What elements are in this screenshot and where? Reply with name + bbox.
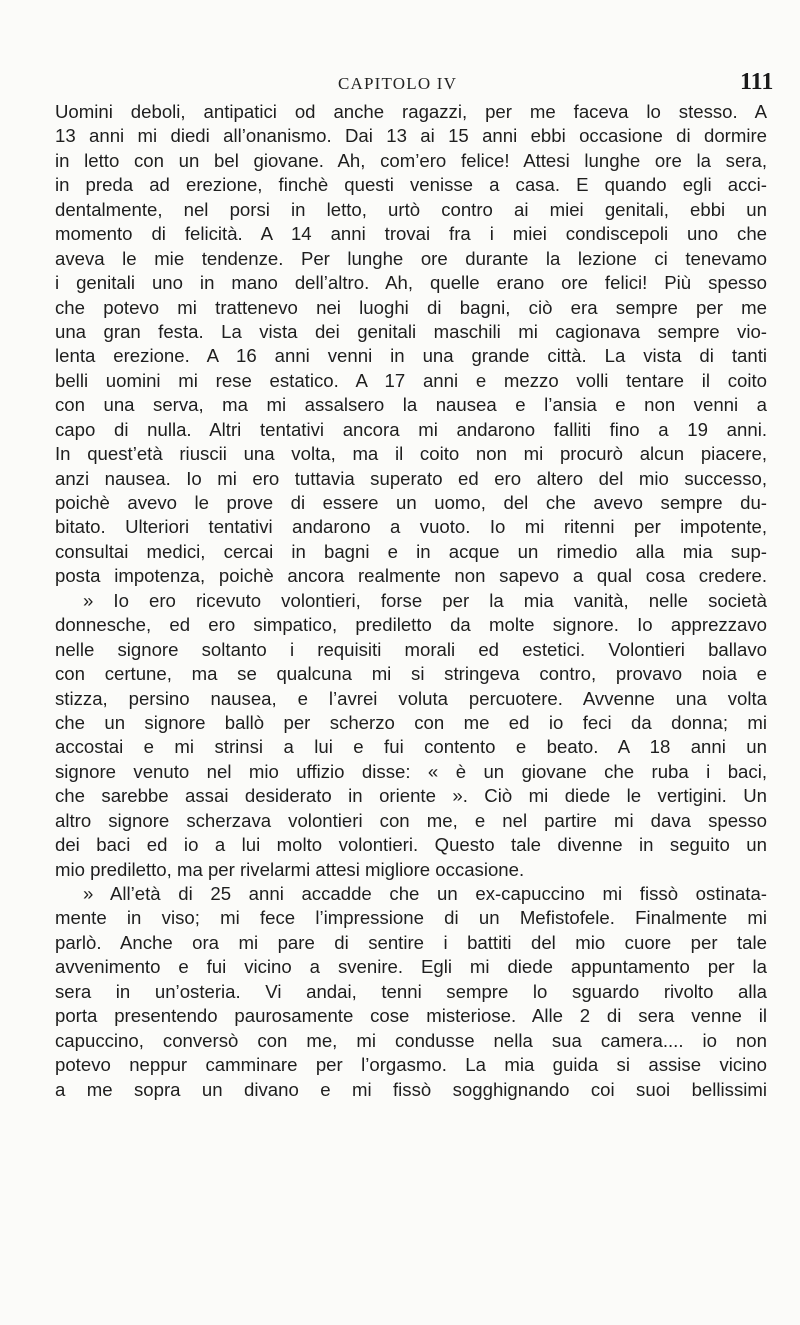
text-line: capuccino, conversò con me, mi condusse nella sua camera.... io non [55,1029,767,1051]
text-line: avvenimento e fui vicino a svenire. Egli mi diede appuntamento per la [55,956,767,978]
text-line: donnesche, ed ero simpatico, prediletto da molte signore. Io apprezzavo [55,614,767,636]
text-line: con una serva, ma mi assalsero la nausea e l’ansia e non venni a [55,394,767,416]
text-line: momento di felicità. A 14 anni trovai fra i miei condiscepoli uno che [55,223,767,245]
text-line: aveva le mie tendenze. Per lunghe ore durante la lezione ci tenevamo [55,247,767,269]
text-line: in preda ad erezione, finchè questi venisse a casa. E quando egli acci- [55,174,767,196]
text-line: che potevo mi trattenevo nei luoghi di bagni, ciò era sempre per me [55,296,767,318]
text-line: porta presentendo paurosamente cose misteriose. Alle 2 di sera venne il [55,1005,767,1027]
text-line: altro signore scherzava volontieri con me, e nel partire mi dava spesso [55,809,767,831]
text-line: una gran festa. La vista dei genitali maschili mi cagionava sempre vio- [55,320,767,342]
page-number: 111 [740,69,774,95]
text-line: mente in viso; mi fece l’impressione di un Mefistofele. Finalmente mi [55,907,767,929]
text-line: poichè avevo le prove di essere un uomo, del che avevo sempre du- [55,492,767,513]
text-line: bitato. Ulteriori tentativi andarono a vuoto. Io mi ritenni per impotente, [55,516,767,538]
text-line: » All’età di 25 anni accadde che un ex-capuccino mi fissò ostinata- [83,883,767,904]
text-line: che sarebbe assai desiderato in oriente ». Ciò mi diede le vertigini. Un [55,785,767,807]
text-line: in letto con un bel giovane. Ah, com’ero felice! Attesi lunghe ore la sera, [55,149,767,171]
text-line: mio prediletto, ma per rivelarmi attesi migliore occasione. [55,858,525,880]
text-line: Uomini deboli, antipatici od anche ragazzi, per me faceva lo stesso. A [55,101,767,122]
text-line: potevo neppur camminare per l’orgasmo. La mia guida si assise vicino [55,1054,767,1076]
text-line: i genitali uno in mano dell’altro. Ah, quelle erano ore felici! Più spesso [55,272,767,294]
text-line: consultai medici, cercai in bagni e in acque un rimedio alla mia sup- [55,540,767,562]
text-line: belli uomini mi rese estatico. A 17 anni e mezzo volli tentare il coito [55,369,767,391]
running-head [0,69,800,98]
text-line: stizza, persino nausea, e l’avrei voluta percuotere. Avvenne una volta [55,687,767,709]
text-line: signore venuto nel mio uffizio disse: « è un giovane che ruba i baci, [55,760,767,782]
text-line: capo di nulla. Altri tentativi ancora mi andarono falliti fino a 19 anni. [55,418,767,440]
text-line: lenta erezione. A 16 anni venni in una grande città. La vista di tanti [55,345,767,367]
text-line: 13 anni mi diedi all’onanismo. Dai 13 ai 15 anni ebbi occasione di dormire [55,125,767,147]
text-line: nelle signore soltanto i requisiti morali ed estetici. Volontieri ballavo [55,638,767,660]
text-line: a me sopra un divano e mi fissò sogghignando coi suoi bellissimi [55,1078,767,1100]
body-text [55,100,767,1102]
text-line: dentalmente, nel porsi in letto, urtò contro ai miei genitali, ebbi un [55,198,767,220]
text-line: accostai e mi strinsi a lui e fui contento e beato. A 18 anni un [55,736,767,758]
text-line: parlò. Anche ora mi pare di sentire i battiti del mio cuore per tale [55,931,767,953]
text-line: con certune, ma se qualcuna mi si stringeva contro, provavo noia e [55,663,767,685]
text-line: anzi nausea. Io mi ero tuttavia superato ed ero altero del mio successo, [55,467,767,489]
text-line: dei baci ed io a lui molto volontieri. Questo tale divenne in seguito un [55,834,767,856]
text-line: » Io ero ricevuto volontieri, forse per la mia vanità, nelle società [83,589,767,611]
text-line: che un signore ballò per scherzo con me ed io feci da donna; mi [55,711,767,733]
text-line: sera in un’osteria. Vi andai, tenni sempre lo sguardo rivolto alla [55,980,767,1002]
text-line: In quest’età riuscii una volta, ma il coito non mi procurò alcun piacere, [55,443,767,465]
chapter-title: CAPITOLO IV [338,74,458,93]
text-line: posta impotenza, poichè ancora realmente non sapevo a qual cosa credere. [55,565,767,587]
